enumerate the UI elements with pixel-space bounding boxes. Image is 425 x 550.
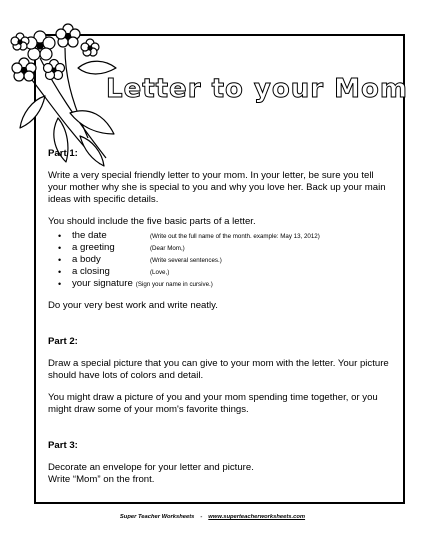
part3-p1: Decorate an envelope for your letter and picture. (48, 462, 254, 473)
worksheet-content (48, 148, 393, 486)
part2-p1: Draw a special picture that you can give to your mom with the letter. Your picture should have lots of colors and detail. (48, 358, 389, 381)
list-item: • the date (Write out the full name of the month. example: May 13, 2012) (48, 230, 393, 242)
part3-p2: Write “Mom” on the front. (48, 474, 155, 485)
part1-heading: Part 1: (48, 148, 78, 159)
part1-list-intro: You should include the five basic parts of a letter. (48, 216, 256, 227)
footer (0, 514, 425, 520)
part2-p2: You might draw a picture of you and your mom spending time together, or you might draw some of your mom's favorite things. (48, 392, 378, 415)
flower-illustration-icon (10, 18, 120, 168)
list-item: • a greeting (Dear Mom,) (48, 242, 393, 254)
list-item: • a body (Write several sentences.) (48, 254, 393, 266)
part2-heading: Part 2: (48, 336, 78, 347)
footer-url-link[interactable]: www.superteacherworksheets.com (208, 514, 306, 520)
list-item: • a closing (Love,) (48, 266, 393, 278)
page-title: Letter to your Mom (106, 74, 408, 104)
list-item: • your signature (Sign your name in cursive.) (48, 278, 393, 290)
part3-heading: Part 3: (48, 440, 78, 451)
part1-outro: Do your very best work and write neatly. (48, 300, 218, 311)
part1-intro: Write a very special friendly letter to your mom. In your letter, be sure you tell your mother why she is special to you and why you love her. Back up your main ideas with specific details. (48, 170, 386, 205)
letter-parts-list (48, 230, 393, 290)
footer-brand: Super Teacher Worksheets (119, 514, 195, 520)
footer-separator: - (200, 514, 203, 520)
